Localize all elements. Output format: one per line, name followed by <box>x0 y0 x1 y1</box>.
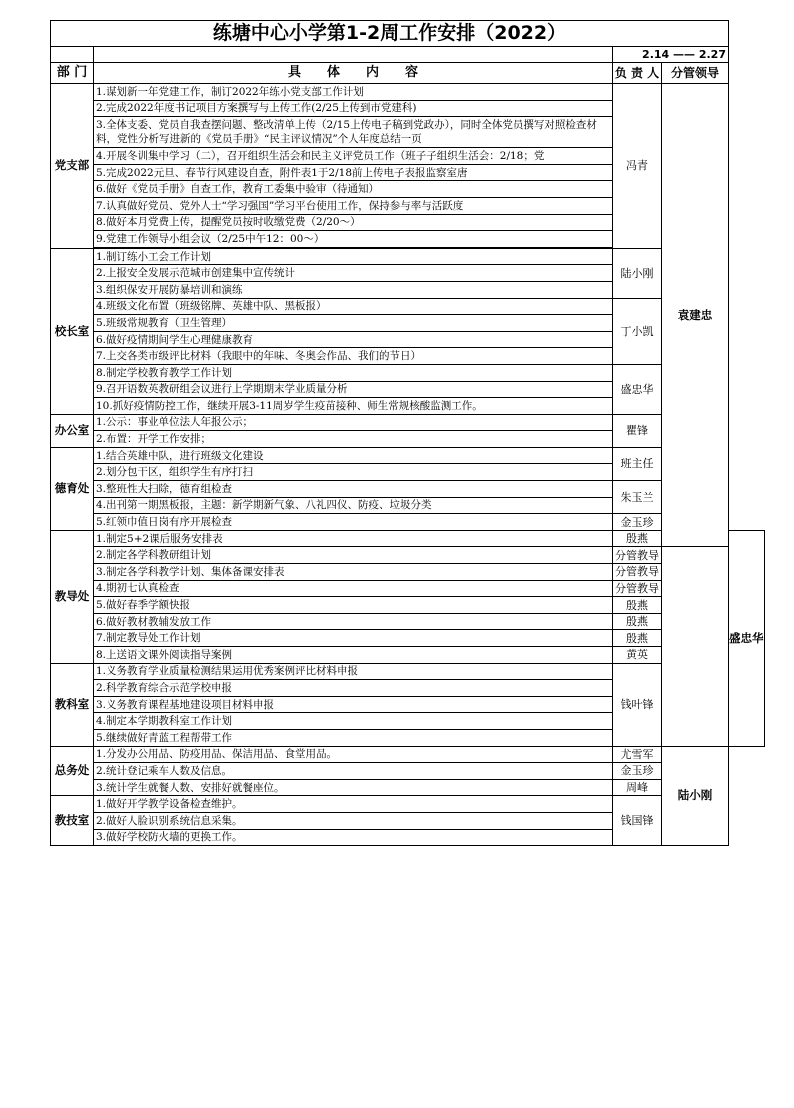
task-row: 1.义务教育学业质量检测结果运用优秀案例评比材料申报 <box>94 663 613 680</box>
dept-teaching: 教导处 <box>51 530 94 663</box>
schedule-sheet <box>50 20 765 846</box>
owner-moral-c: 金玉珍 <box>613 514 662 531</box>
task-row: 1.公示：事业单位法人年报公示； <box>94 414 613 431</box>
task-row: 2.完成2022年度书记项目方案撰写与上传工作(2/25上传到市党建科) <box>94 100 613 117</box>
owner-principal-c: 盛忠华 <box>613 364 662 414</box>
schedule-table <box>50 20 765 846</box>
header-content: 具 体 内 容 <box>94 63 613 84</box>
owner-teaching: 分管教导 <box>613 580 662 597</box>
owner-teaching: 殷燕 <box>613 613 662 630</box>
task-row: 1.分发办公用品、防疫用品、保洁用品、食堂用品。 <box>94 746 613 763</box>
task-row: 4.开展冬训集中学习（二），召开组织生活会和民主义评党员工作（班子子组织生活会：2/18；党 <box>94 148 613 165</box>
owner-teaching: 殷燕 <box>613 530 662 547</box>
task-row: 1.结合英雄中队，进行班级文化建设 <box>94 447 613 464</box>
leader-yuan: 袁建忠 <box>662 84 729 547</box>
header-owner: 负 责 人 <box>613 63 662 84</box>
leader-lu: 陆小刚 <box>662 746 729 846</box>
task-row: 1.做好开学教学设备检查维护。 <box>94 796 613 813</box>
date-range: 2.14 —— 2.27 <box>613 47 729 63</box>
dept-research: 教科室 <box>51 663 94 746</box>
owner-teaching: 殷燕 <box>613 597 662 614</box>
task-row: 1.制订练小工会工作计划 <box>94 248 613 265</box>
dept-party: 党支部 <box>51 84 94 249</box>
owner-teaching: 分管教导 <box>613 564 662 581</box>
owner-general: 周峰 <box>613 779 662 796</box>
task-row: 8.做好本月党费上传，提醒党员按时收缴党费（2/20～） <box>94 214 613 231</box>
header-dept: 部 门 <box>51 63 94 84</box>
task-row: 7.制定教导处工作计划 <box>94 630 613 647</box>
task-row: 7.认真做好党员、党外人士“学习强国”学习平台使用工作，保持参与率与活跃度 <box>94 197 613 214</box>
task-row: 6.做好《党员手册》自查工作，教育工委集中验审（待通知） <box>94 181 613 198</box>
task-row: 2.做好人脸识别系统信息采集。 <box>94 812 613 829</box>
header-leader: 分管领导 <box>662 63 729 84</box>
page-title: 练塘中心小学第1-2周工作安排（2022） <box>51 21 729 47</box>
dept-moral: 德育处 <box>51 447 94 530</box>
task-row: 2.布置：开学工作安排； <box>94 431 613 448</box>
task-row: 3.制定各学科教学计划、集体备课安排表 <box>94 564 613 581</box>
task-row: 3.整班性大扫除，德育组检查 <box>94 481 613 498</box>
owner-teaching: 黄英 <box>613 647 662 664</box>
task-row: 8.制定学校教育教学工作计划 <box>94 364 613 381</box>
task-row: 6.做好疫情期间学生心理健康教育 <box>94 331 613 348</box>
owner-tech: 钱国锋 <box>613 796 662 846</box>
task-row: 3.义务教育课程基地建设项目材料申报 <box>94 696 613 713</box>
dept-general: 总务处 <box>51 746 94 796</box>
task-row: 10.抓好疫情防控工作，继续开展3-11周岁学生疫苗接种、师生常规核酸监测工作。 <box>94 398 613 415</box>
task-row: 2.制定各学科教研组计划 <box>94 547 613 564</box>
task-row: 4.期初七认真检查 <box>94 580 613 597</box>
task-row: 2.统计登记乘车人数及信息。 <box>94 763 613 780</box>
task-row: 5.班级常规教育（卫生管理） <box>94 315 613 332</box>
task-row: 4.班级文化布置（班级铭牌、英雄中队、黑板报） <box>94 298 613 315</box>
task-row: 4.出刊第一期黑板报，主题：新学期新气象、八礼四仪、防疫、垃圾分类 <box>94 497 613 514</box>
blank-cell <box>51 47 94 63</box>
leader-sheng: 盛忠华 <box>729 530 765 746</box>
task-row: 2.科学教育综合示范学校申报 <box>94 680 613 697</box>
task-row: 3.统计学生就餐人数、安排好就餐座位。 <box>94 779 613 796</box>
owner-research: 钱叶锋 <box>613 663 662 746</box>
task-row: 7.上交各类市级评比材料（我眼中的年味、冬奥会作品、我们的节日） <box>94 348 613 365</box>
owner-office: 瞿锋 <box>613 414 662 447</box>
task-row: 5.继续做好青蓝工程帮带工作 <box>94 729 613 746</box>
task-row: 3.做好学校防火墙的更换工作。 <box>94 829 613 846</box>
owner-general: 尤雪军 <box>613 746 662 763</box>
owner-principal-b: 丁小凯 <box>613 298 662 364</box>
task-row: 8.上送语文课外阅读指导案例 <box>94 647 613 664</box>
owner-moral-a: 班主任 <box>613 447 662 480</box>
owner-principal-a: 陆小刚 <box>613 248 662 298</box>
task-row: 4.制定本学期教科室工作计划 <box>94 713 613 730</box>
owner-teaching: 殷燕 <box>613 630 662 647</box>
dept-principal: 校长室 <box>51 248 94 414</box>
dept-office: 办公室 <box>51 414 94 447</box>
task-row: 5.做好春季学额快报 <box>94 597 613 614</box>
task-row: 9.召开语数英教研组会议进行上学期期末学业质量分析 <box>94 381 613 398</box>
task-row: 9.党建工作领导小组会议（2/25中午12：00～） <box>94 231 613 248</box>
task-row: 1.谋划新一年党建工作，制订2022年练小党支部工作计划 <box>94 84 613 101</box>
blank-cell <box>94 47 613 63</box>
task-row: 6.做好教材教辅发放工作 <box>94 613 613 630</box>
dept-tech: 教技室 <box>51 796 94 846</box>
owner-party: 冯青 <box>613 84 662 249</box>
task-row: 3.组织保安开展防暴培训和演练 <box>94 281 613 298</box>
owner-general: 金玉珍 <box>613 763 662 780</box>
owner-teaching: 分管教导 <box>613 547 662 564</box>
task-row: 3.全体支委、党员自我查摆问题、整改清单上传（2/15上传电子稿到党政办），同时全体党员撰写对照检查材料，党性分析写进新的《党员手册》“民主评议情况”个人年度总结一页 <box>94 117 613 148</box>
task-row: 5.完成2022元旦、春节行风建设自查，附件表1于2/18前上传电子表报监察室唐 <box>94 164 613 181</box>
task-row: 2.上报安全发展示范城市创建集中宣传统计 <box>94 265 613 282</box>
owner-moral-b: 朱玉兰 <box>613 481 662 514</box>
task-row: 2.划分包干区，组织学生有序打扫 <box>94 464 613 481</box>
task-row: 1.制定5+2课后服务安排表 <box>94 530 613 547</box>
task-row: 5.红领巾值日岗有序开展检查 <box>94 514 613 531</box>
